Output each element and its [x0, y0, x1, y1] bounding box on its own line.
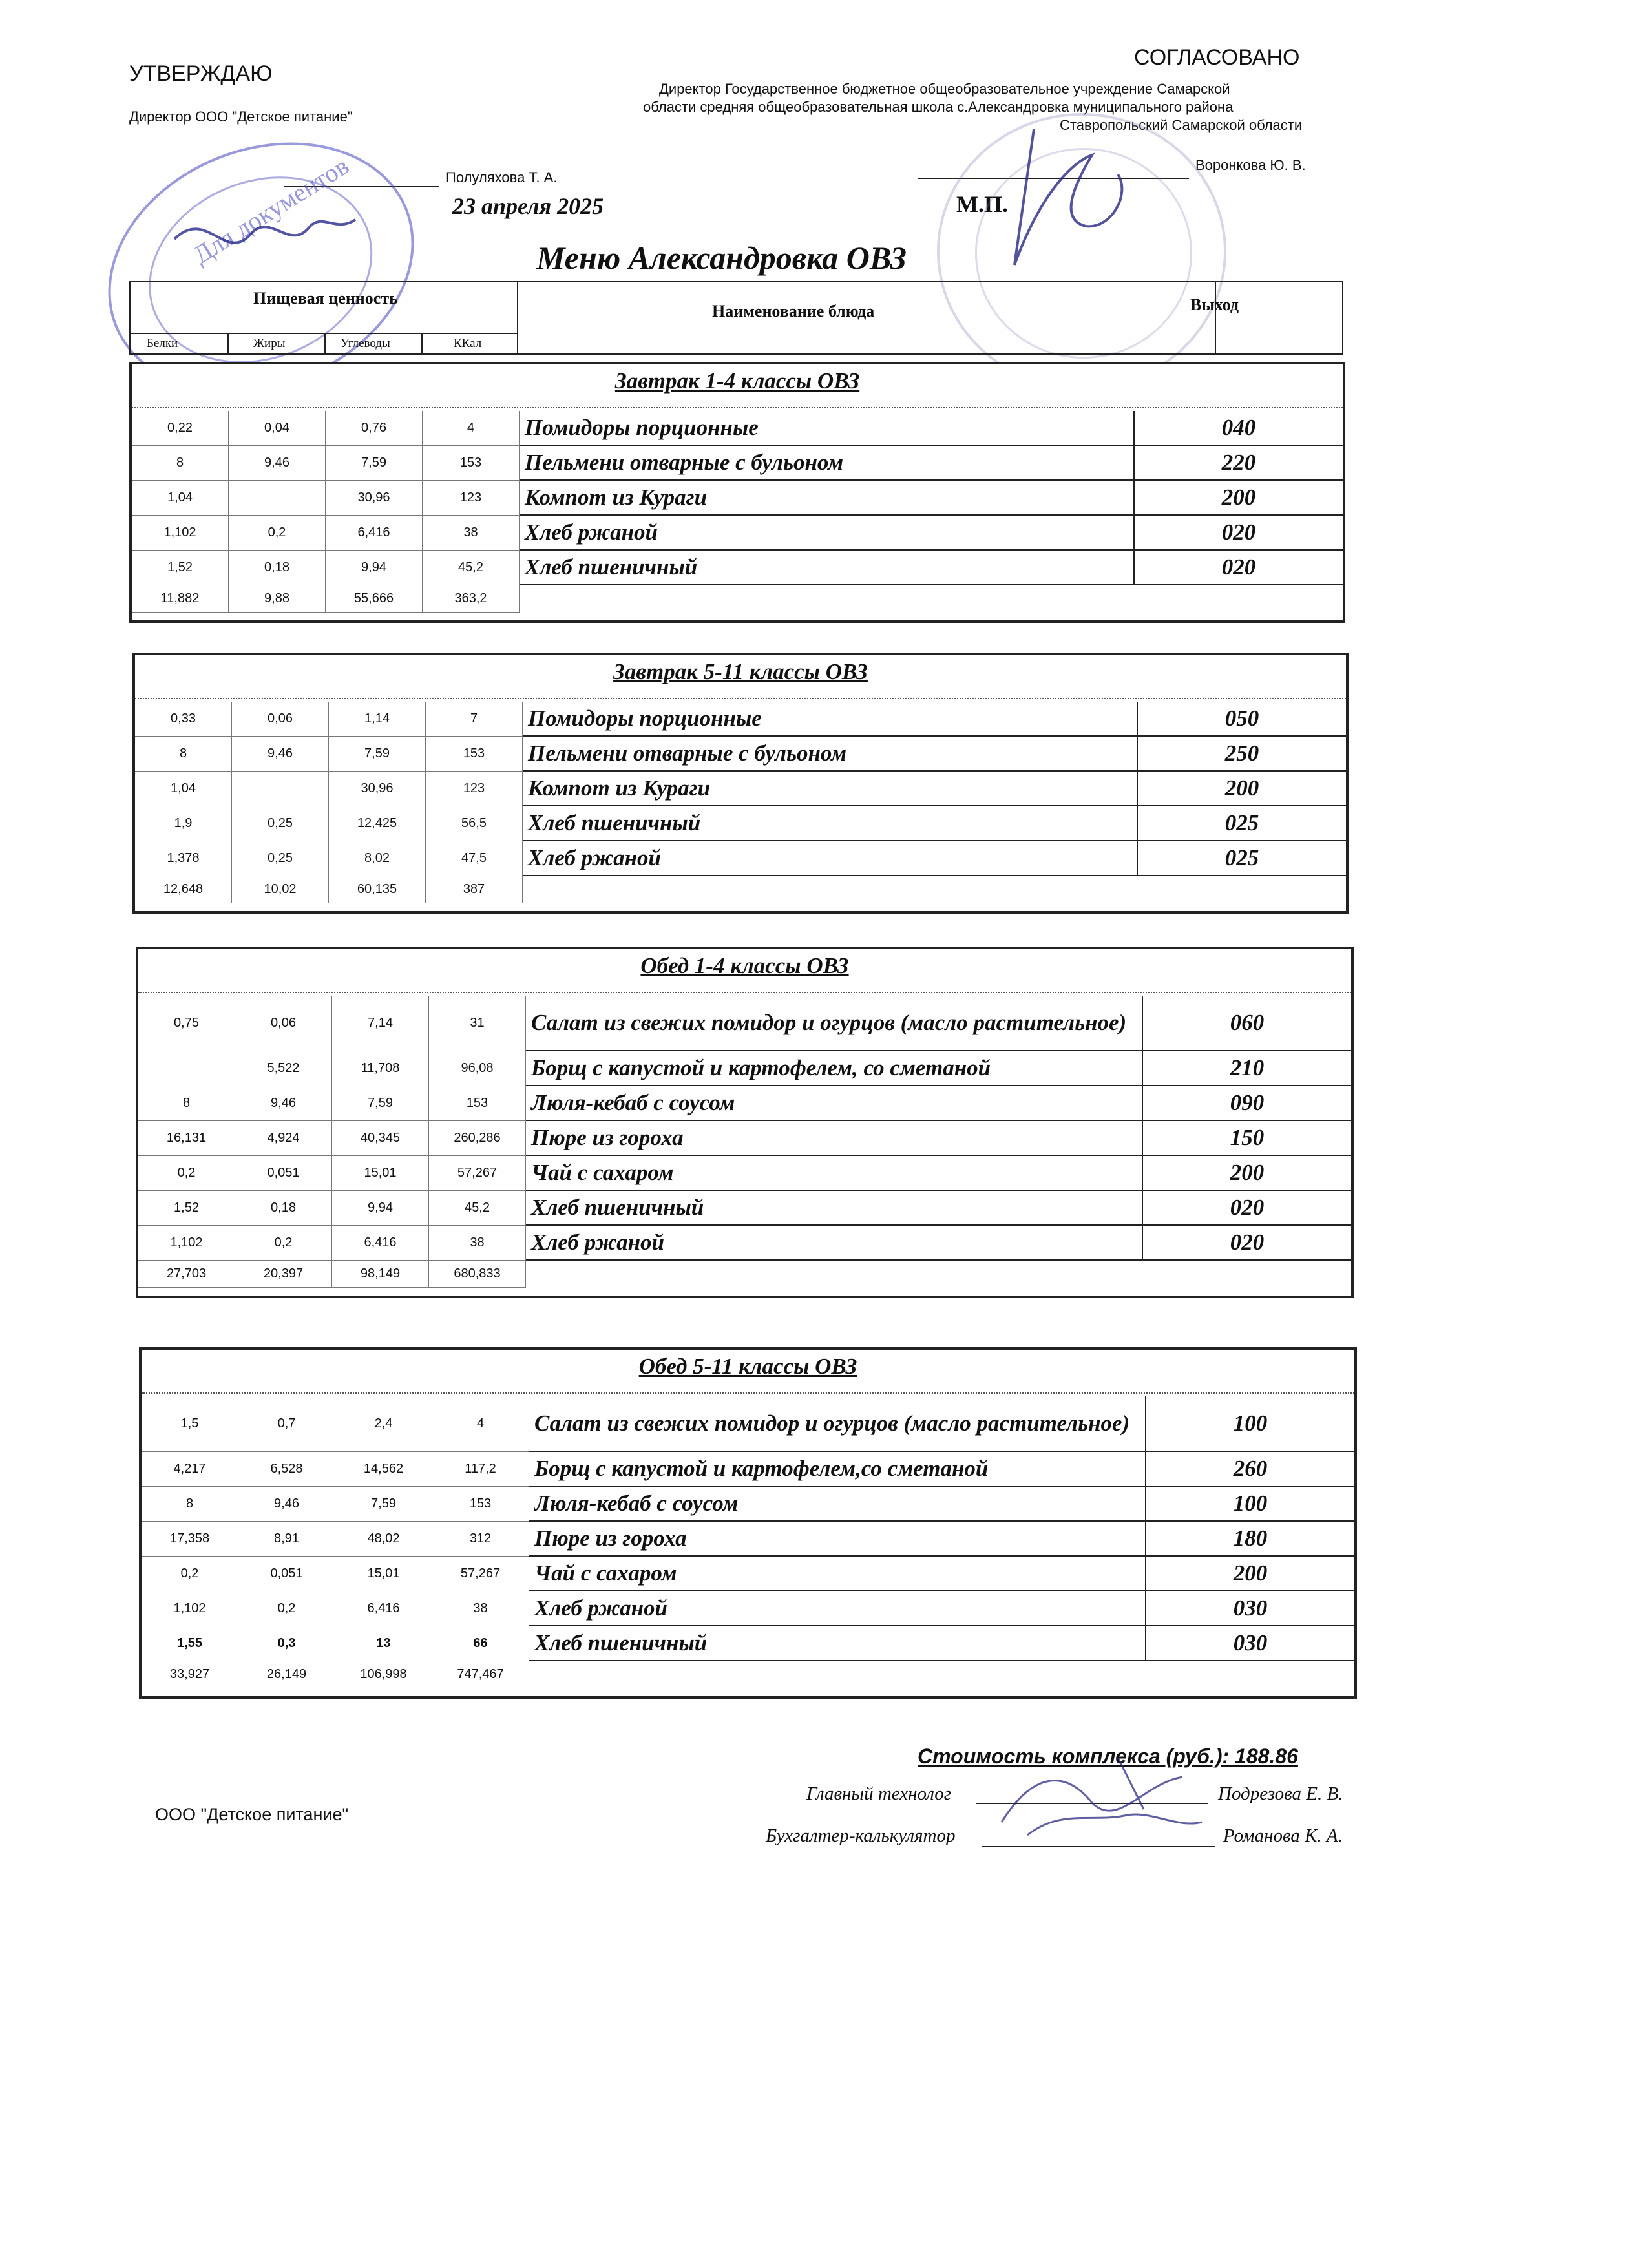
- agreed-name: Воронкова Ю. В.: [1195, 157, 1306, 173]
- dish-output: 030: [1146, 1626, 1354, 1661]
- nutrition-cell: 1,9: [135, 806, 232, 841]
- section-title-rule: [132, 407, 1343, 408]
- section-title-rule: [135, 698, 1346, 699]
- nutrition-cell: 15,01: [335, 1557, 432, 1591]
- director-signature: [995, 116, 1150, 284]
- nutrition-cell: 9,46: [238, 1487, 335, 1522]
- nutrition-cell: 4,924: [235, 1121, 332, 1156]
- menu-row: [142, 1487, 1354, 1522]
- nutrition-cell: 1,52: [138, 1191, 235, 1226]
- nutrition-cell: 30,96: [326, 481, 423, 516]
- nutrition-cell: 153: [426, 737, 523, 772]
- dish-output: 030: [1146, 1591, 1354, 1626]
- dish-name: Хлеб пшеничный: [520, 551, 1135, 585]
- menu-row: [138, 1086, 1351, 1121]
- dish-name: Люля-кебаб с соусом: [526, 1086, 1143, 1121]
- nutrition-cell: 9,46: [235, 1086, 332, 1121]
- nutrition-cell: 1,102: [142, 1591, 238, 1626]
- section-total-row: [135, 876, 1346, 903]
- nutrition-cell: 11,708: [332, 1051, 429, 1086]
- nutrition-cell: 8: [132, 446, 229, 481]
- nutrition-cell: 45,2: [423, 551, 520, 585]
- nutrition-cell: 17,358: [142, 1522, 238, 1557]
- dish-output: 260: [1146, 1452, 1354, 1487]
- output-header: Выход: [1190, 295, 1239, 314]
- nutrition-cell: 0,33: [135, 702, 232, 737]
- menu-section: [132, 653, 1349, 914]
- nutrition-cell: 312: [432, 1522, 529, 1557]
- nutrition-header: Пищевая ценность: [253, 289, 398, 308]
- approve-position: Директор ООО "Детское питание": [129, 109, 353, 125]
- nutrition-cell: 260,286: [429, 1121, 526, 1156]
- nutrition-cell: 15,01: [332, 1156, 429, 1191]
- dish-output: 200: [1146, 1557, 1354, 1591]
- nutrition-cell: 38: [432, 1591, 529, 1626]
- nutrition-cell: 0,2: [138, 1156, 235, 1191]
- nutrition-cell: 0,2: [229, 516, 326, 551]
- dish-name: Хлеб пшеничный: [529, 1626, 1146, 1661]
- nutrition-cell: 0,06: [235, 996, 332, 1051]
- total-cell: 98,149: [332, 1261, 429, 1288]
- nutrition-cell: 0,051: [235, 1156, 332, 1191]
- nutrition-cell: 8: [135, 737, 232, 772]
- agreed-line-1: Директор Государственное бюджетное общеобразовательное учреждение Самарской: [659, 81, 1230, 97]
- nutrition-cell: 4: [423, 411, 520, 446]
- dish-output: 020: [1143, 1191, 1351, 1226]
- dish-name: Пюре из гороха: [526, 1121, 1143, 1156]
- menu-section: [139, 1347, 1357, 1699]
- nutrition-cell: 38: [423, 516, 520, 551]
- nutrition-cell: 2,4: [335, 1396, 432, 1452]
- nutrition-cell: 153: [429, 1086, 526, 1121]
- menu-row: [135, 737, 1346, 772]
- agreed-title: СОГЛАСОВАНО: [1134, 45, 1300, 70]
- nutrition-cell: 7: [426, 702, 523, 737]
- dish-output: 200: [1143, 1156, 1351, 1191]
- nutrition-cell: 7,14: [332, 996, 429, 1051]
- dish-output: 150: [1143, 1121, 1351, 1156]
- dish-name: Хлеб пшеничный: [526, 1191, 1143, 1226]
- nutrition-cell: 6,416: [332, 1226, 429, 1261]
- stamp-place-label: М.П.: [956, 191, 1008, 217]
- menu-row: [135, 772, 1346, 806]
- nutrition-cell: 4,217: [142, 1452, 238, 1487]
- footer-signatures: [989, 1745, 1221, 1854]
- nutrition-cell: 153: [423, 446, 520, 481]
- nutrition-cell: 0,25: [232, 806, 329, 841]
- nutrition-cell: 6,528: [238, 1452, 335, 1487]
- nutrition-cell: 8,02: [329, 841, 426, 876]
- dish-output: 200: [1138, 772, 1346, 806]
- nutrition-cell: 1,04: [135, 772, 232, 806]
- tech-name: Подрезова Е. В.: [1218, 1783, 1343, 1804]
- nutrition-cell: 0,18: [229, 551, 326, 585]
- menu-row: [142, 1626, 1354, 1661]
- nutrition-cell: 5,522: [235, 1051, 332, 1086]
- dish-output: 250: [1138, 737, 1346, 772]
- section-total-row: [142, 1661, 1354, 1688]
- approve-title: УТВЕРЖДАЮ: [129, 61, 273, 86]
- dish-name: Помидоры порционные: [523, 702, 1138, 737]
- proteins-header: Белки: [147, 337, 178, 350]
- nutrition-cell: 57,267: [429, 1156, 526, 1191]
- nutrition-cell: 1,102: [138, 1226, 235, 1261]
- dish-output: 040: [1135, 411, 1343, 446]
- nutrition-cell: 13: [335, 1626, 432, 1661]
- total-cell: 33,927: [142, 1661, 238, 1688]
- dish-output: 025: [1138, 806, 1346, 841]
- total-cell: 12,648: [135, 876, 232, 903]
- nutrition-cell: 30,96: [329, 772, 426, 806]
- dish-name: Пельмени отварные с бульоном: [520, 446, 1135, 481]
- total-cell: 26,149: [238, 1661, 335, 1688]
- dish-output: 050: [1138, 702, 1346, 737]
- total-cell: 60,135: [329, 876, 426, 903]
- nutrition-cell: 0,76: [326, 411, 423, 446]
- menu-section: [129, 362, 1345, 623]
- total-cell: 363,2: [423, 585, 520, 613]
- menu-row: [142, 1591, 1354, 1626]
- dish-name: Хлеб ржаной: [520, 516, 1135, 551]
- nutrition-cell: 9,46: [232, 737, 329, 772]
- nutrition-cell: [232, 772, 329, 806]
- menu-row: [132, 516, 1343, 551]
- total-cell: 20,397: [235, 1261, 332, 1288]
- dish-name: Салат из свежих помидор и огурцов (масло растительное): [529, 1396, 1146, 1452]
- total-cell: 55,666: [326, 585, 423, 613]
- menu-row: [132, 411, 1343, 446]
- stamp-text: Для документов: [187, 151, 354, 270]
- dish-name: Помидоры порционные: [520, 411, 1135, 446]
- total-cell: 10,02: [232, 876, 329, 903]
- menu-row: [135, 806, 1346, 841]
- dish-output: 060: [1143, 996, 1351, 1051]
- total-cell: 387: [426, 876, 523, 903]
- approver-signature: [168, 194, 362, 284]
- agreed-line-2: области средняя общеобразовательная школа с.Александровка муниципального района: [643, 99, 1234, 115]
- nutrition-cell: 1,5: [142, 1396, 238, 1452]
- dish-output: 025: [1138, 841, 1346, 876]
- nutrition-cell: 1,14: [329, 702, 426, 737]
- nutrition-cell: 7,59: [335, 1487, 432, 1522]
- section-title: Завтрак 1-4 классы ОВЗ: [614, 368, 860, 394]
- total-cell: 106,998: [335, 1661, 432, 1688]
- fats-header: Жиры: [253, 337, 286, 350]
- nutrition-cell: 0,25: [232, 841, 329, 876]
- nutrition-cell: 0,051: [238, 1557, 335, 1591]
- menu-row: [138, 1156, 1351, 1191]
- nutrition-cell: 1,55: [142, 1626, 238, 1661]
- nutrition-cell: 1,04: [132, 481, 229, 516]
- menu-row: [132, 481, 1343, 516]
- section-title: Обед 5-11 классы ОВЗ: [638, 1354, 857, 1379]
- total-cell: 747,467: [432, 1661, 529, 1688]
- menu-row: [132, 446, 1343, 481]
- dish-name: Компот из Кураги: [520, 481, 1135, 516]
- nutrition-cell: 16,131: [138, 1121, 235, 1156]
- kcal-header: ККал: [454, 337, 482, 350]
- nutrition-cell: 0,7: [238, 1396, 335, 1452]
- dish-header: Наименование блюда: [712, 302, 875, 320]
- nutrition-cell: 1,102: [132, 516, 229, 551]
- nutrition-cell: 7,59: [332, 1086, 429, 1121]
- menu-row: [138, 1226, 1351, 1261]
- dish-name: Салат из свежих помидор и огурцов (масло растительное): [526, 996, 1143, 1051]
- carbs-header: Углеводы: [341, 337, 390, 350]
- nutrition-cell: 96,08: [429, 1051, 526, 1086]
- section-total-row: [138, 1261, 1351, 1288]
- dish-name: Хлеб ржаной: [523, 841, 1138, 876]
- nutrition-cell: 123: [426, 772, 523, 806]
- nutrition-cell: 153: [432, 1487, 529, 1522]
- nutrition-cell: 9,46: [229, 446, 326, 481]
- dish-name: Борщ с капустой и картофелем, со сметаной: [526, 1051, 1143, 1086]
- nutrition-cell: 0,2: [142, 1557, 238, 1591]
- nutrition-cell: 1,52: [132, 551, 229, 585]
- dish-name: Пюре из гороха: [529, 1522, 1146, 1557]
- section-title-rule: [142, 1392, 1354, 1394]
- menu-row: [142, 1522, 1354, 1557]
- nutrition-cell: 38: [429, 1226, 526, 1261]
- dish-output: 210: [1143, 1051, 1351, 1086]
- nutrition-cell: 66: [432, 1626, 529, 1661]
- footer-company: ООО "Детское питание": [155, 1805, 349, 1824]
- nutrition-cell: 9,94: [326, 551, 423, 585]
- dish-output: 020: [1135, 551, 1343, 585]
- nutrition-cell: 4: [432, 1396, 529, 1452]
- complex-cost: Стоимость комплекса (руб.): 188.86: [918, 1745, 1298, 1768]
- nutrition-cell: [138, 1051, 235, 1086]
- dish-output: 100: [1146, 1487, 1354, 1522]
- dish-name: Хлеб ржаной: [529, 1591, 1146, 1626]
- nutrition-cell: 0,2: [238, 1591, 335, 1626]
- approval-date: 23 апреля 2025: [452, 193, 604, 219]
- menu-row: [138, 1121, 1351, 1156]
- nutrition-cell: 8,91: [238, 1522, 335, 1557]
- acc-label: Бухгалтер-калькулятор: [766, 1825, 956, 1846]
- nutrition-cell: 48,02: [335, 1522, 432, 1557]
- acc-name: Романова К. А.: [1223, 1825, 1343, 1846]
- nutrition-cell: 0,22: [132, 411, 229, 446]
- nutrition-cell: 6,416: [335, 1591, 432, 1626]
- total-cell: 680,833: [429, 1261, 526, 1288]
- nutrition-cell: 57,267: [432, 1557, 529, 1591]
- nutrition-cell: 7,59: [329, 737, 426, 772]
- dish-name: Чай с сахаром: [529, 1557, 1146, 1591]
- dish-output: 100: [1146, 1396, 1354, 1452]
- dish-name: Хлеб ржаной: [526, 1226, 1143, 1261]
- menu-row: [135, 702, 1346, 737]
- nutrition-cell: 123: [423, 481, 520, 516]
- nutrition-cell: 7,59: [326, 446, 423, 481]
- dish-name: Хлеб пшеничный: [523, 806, 1138, 841]
- nutrition-cell: 0,18: [235, 1191, 332, 1226]
- nutrition-cell: 47,5: [426, 841, 523, 876]
- menu-row: [142, 1557, 1354, 1591]
- nutrition-cell: 1,378: [135, 841, 232, 876]
- section-title: Завтрак 5-11 классы ОВЗ: [613, 659, 868, 684]
- section-total-row: [132, 585, 1343, 613]
- dish-output: 220: [1135, 446, 1343, 481]
- nutrition-cell: 8: [142, 1487, 238, 1522]
- dish-output: 020: [1143, 1226, 1351, 1261]
- dish-output: 090: [1143, 1086, 1351, 1121]
- menu-title: Меню Александровка ОВЗ: [536, 240, 907, 276]
- menu-row: [138, 1191, 1351, 1226]
- section-title-rule: [138, 992, 1351, 993]
- nutrition-cell: 56,5: [426, 806, 523, 841]
- total-cell: 11,882: [132, 585, 229, 613]
- menu-row: [142, 1452, 1354, 1487]
- menu-row: [132, 551, 1343, 585]
- nutrition-cell: 8: [138, 1086, 235, 1121]
- nutrition-cell: 40,345: [332, 1121, 429, 1156]
- total-cell: 9,88: [229, 585, 326, 613]
- dish-name: Люля-кебаб с соусом: [529, 1487, 1146, 1522]
- nutrition-cell: 0,2: [235, 1226, 332, 1261]
- dish-name: Пельмени отварные с бульоном: [523, 737, 1138, 772]
- dish-output: 020: [1135, 516, 1343, 551]
- column-header: [129, 281, 1343, 355]
- nutrition-cell: 117,2: [432, 1452, 529, 1487]
- dish-output: 200: [1135, 481, 1343, 516]
- dish-output: 180: [1146, 1522, 1354, 1557]
- menu-row: [142, 1396, 1354, 1452]
- dish-name: Компот из Кураги: [523, 772, 1138, 806]
- tech-label: Главный технолог: [806, 1783, 952, 1804]
- nutrition-cell: 0,04: [229, 411, 326, 446]
- section-title: Обед 1-4 классы ОВЗ: [640, 953, 849, 978]
- dish-name: Борщ с капустой и картофелем,со сметаной: [529, 1452, 1146, 1487]
- nutrition-cell: 12,425: [329, 806, 426, 841]
- nutrition-cell: 0,3: [238, 1626, 335, 1661]
- nutrition-cell: 31: [429, 996, 526, 1051]
- agreed-line-3: Ставропольский Самарской области: [1060, 117, 1303, 133]
- nutrition-cell: 0,75: [138, 996, 235, 1051]
- menu-row: [138, 996, 1351, 1051]
- nutrition-cell: 45,2: [429, 1191, 526, 1226]
- nutrition-cell: 14,562: [335, 1452, 432, 1487]
- nutrition-cell: 6,416: [326, 516, 423, 551]
- menu-section: [136, 947, 1354, 1298]
- menu-row: [135, 841, 1346, 876]
- nutrition-cell: [229, 481, 326, 516]
- nutrition-cell: 0,06: [232, 702, 329, 737]
- total-cell: 27,703: [138, 1261, 235, 1288]
- menu-row: [138, 1051, 1351, 1086]
- nutrition-cell: 9,94: [332, 1191, 429, 1226]
- approve-name: Полуляхова Т. А.: [446, 169, 558, 185]
- dish-name: Чай с сахаром: [526, 1156, 1143, 1191]
